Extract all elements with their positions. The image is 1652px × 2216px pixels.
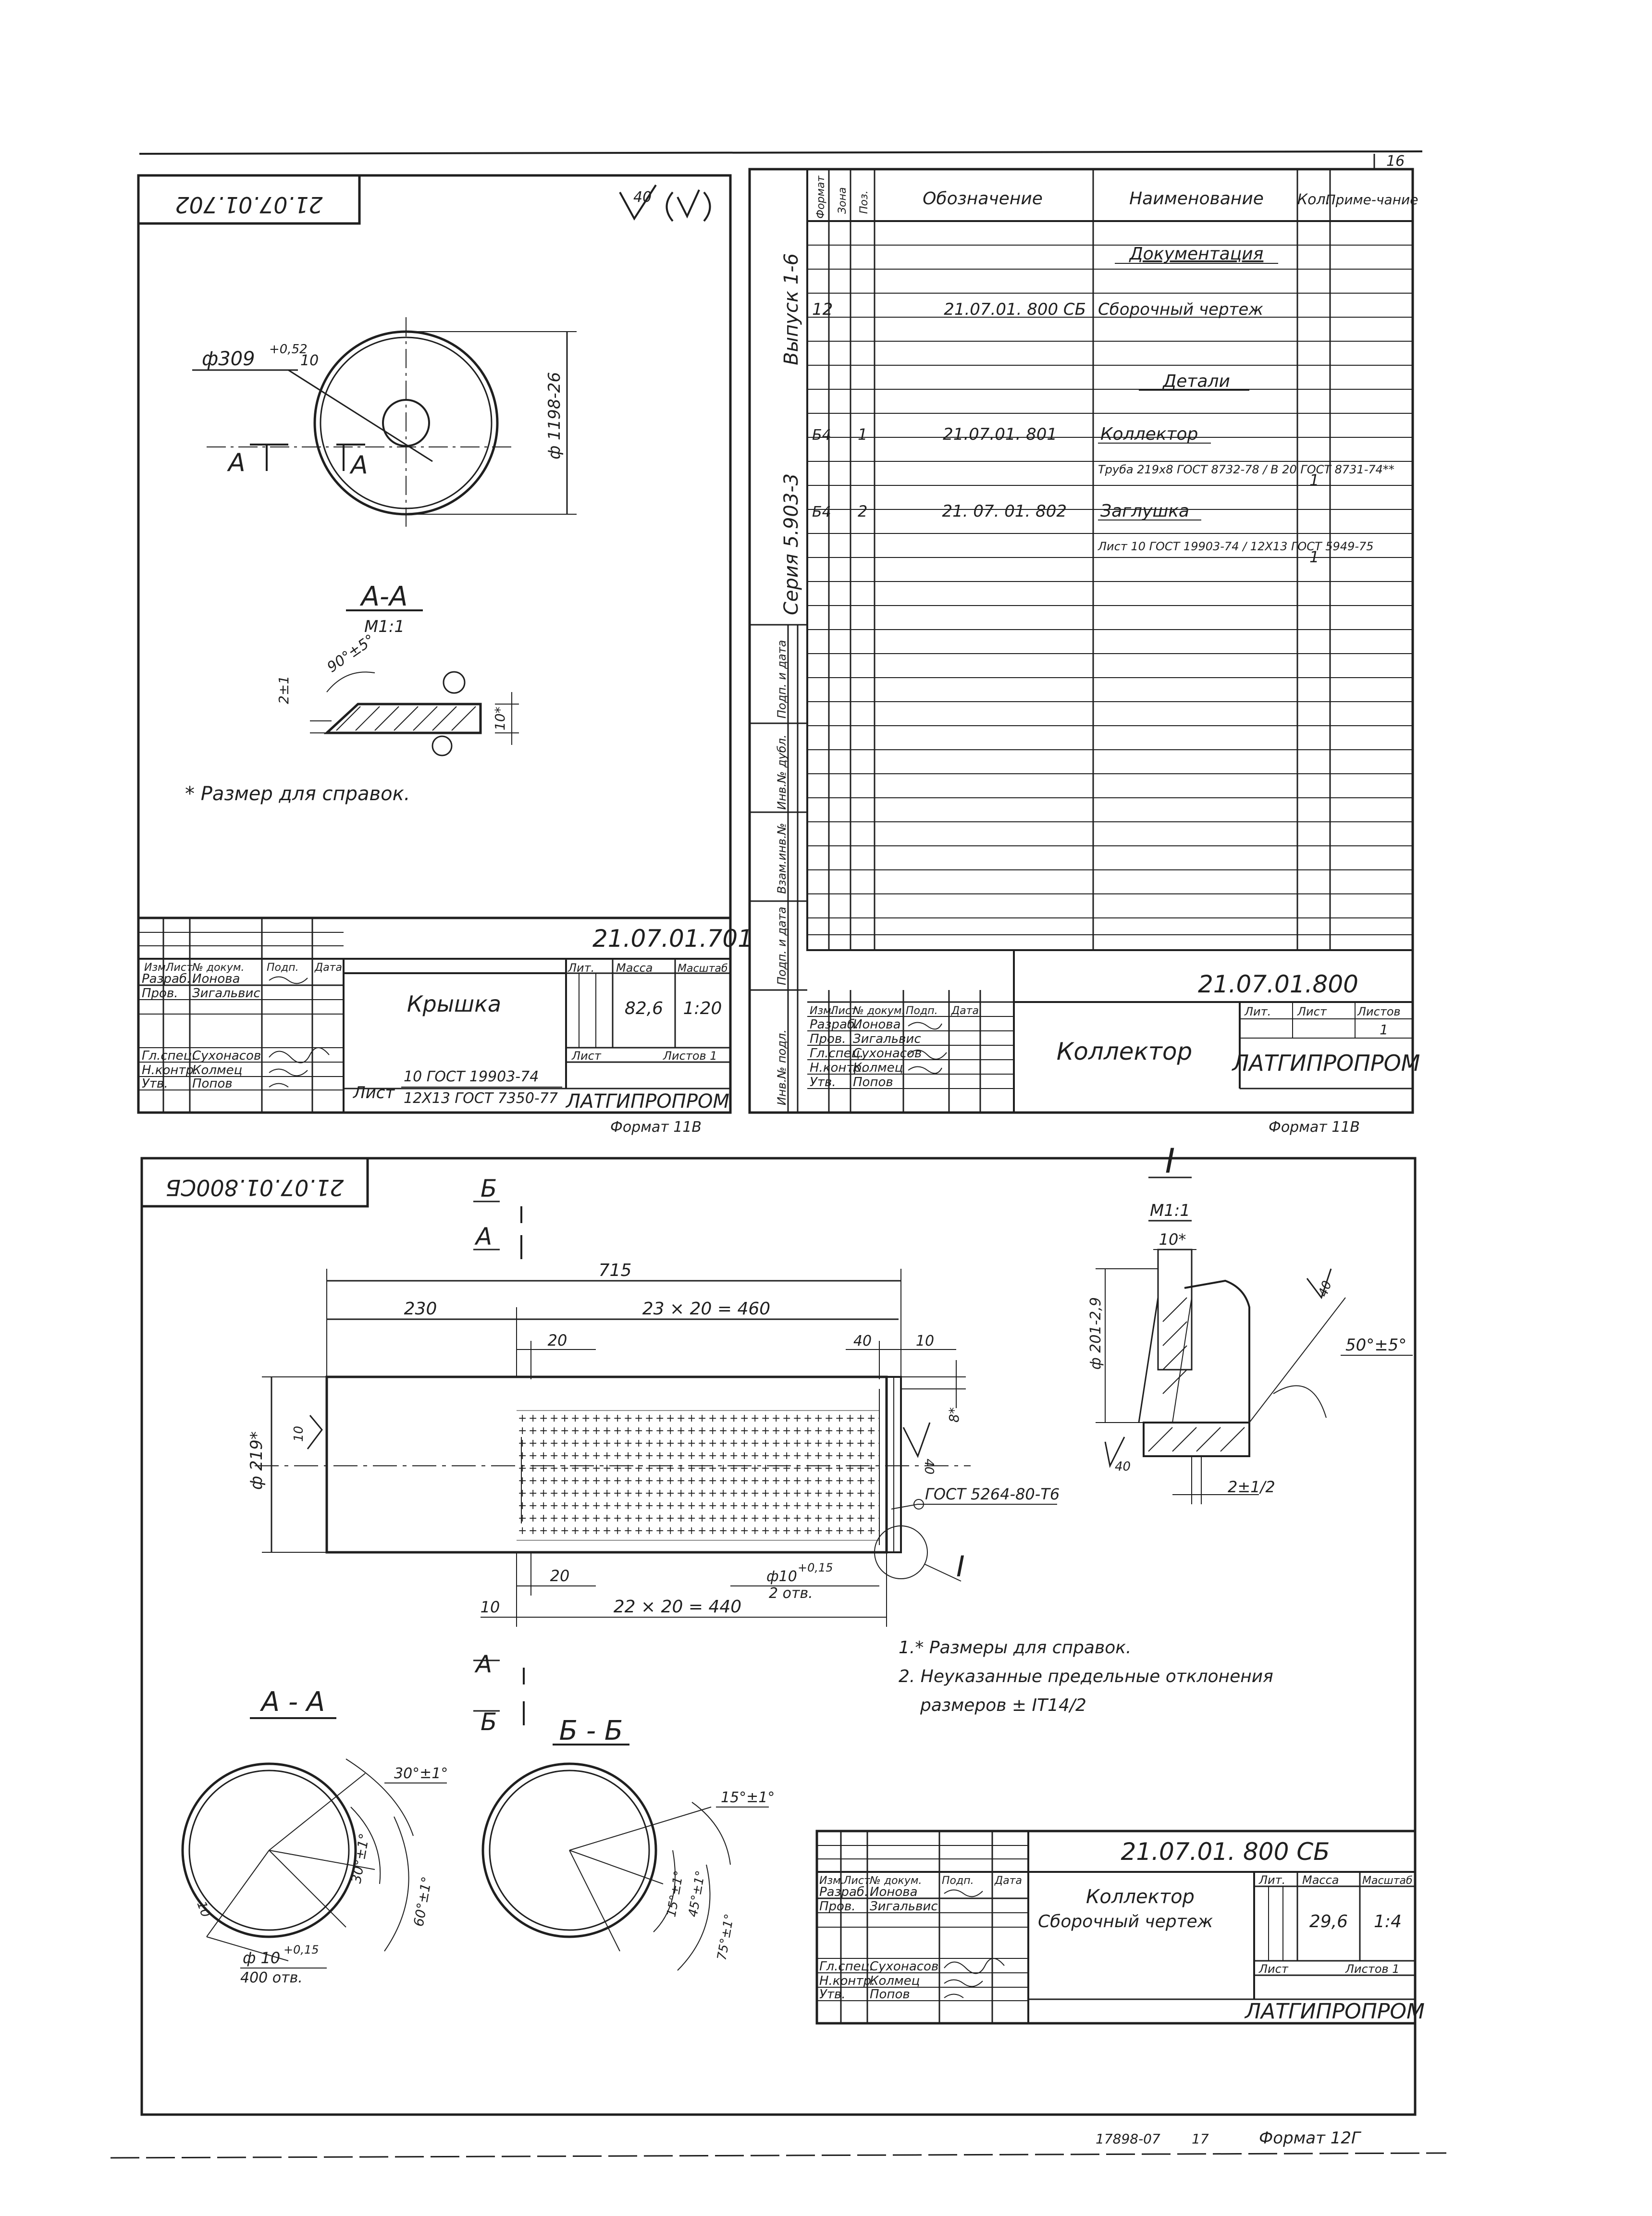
section-aa-scale: М1:1 [364, 617, 405, 636]
spec-row-1-name: Сборочный чертеж [1098, 300, 1263, 319]
cap-note: * Размер для справок. [185, 783, 410, 805]
spec-label-lit: Лит. [1245, 1005, 1271, 1018]
cap-roughness-small: 10 [300, 352, 319, 369]
hole-field[interactable] [517, 1411, 879, 1540]
section-aa-angle: 90°±5° [324, 631, 378, 676]
spec-header-note: Приме-чание [1325, 192, 1418, 208]
spec-row-6-name: Лист 10 ГОСТ 19903-74 / 12Х13 ГОСТ 5949-75 [1098, 540, 1374, 553]
asm-role-razrab: Разраб. [819, 1885, 869, 1899]
asm-label-sign: Подп. [942, 1875, 974, 1887]
side-inv-podl: Инв.№ подл. [775, 1029, 789, 1105]
asm-role-prov: Пров. [819, 1899, 856, 1914]
detail-angle: 50°±5° [1345, 1336, 1407, 1355]
spec-row-3-code: 21.07.01. 801 [943, 425, 1057, 444]
spec-header-qty: Кол. [1297, 191, 1331, 208]
spec-format: Формат 11В [1269, 1119, 1360, 1136]
side-podp-data: Подп. и дата [775, 906, 789, 985]
label-list: Лист [166, 962, 193, 974]
spec-label-sign: Подп. [906, 1005, 938, 1017]
spec-row-4-qty: 1 [1309, 471, 1319, 489]
sec-aa-angle-60: 60°±1° [410, 1875, 435, 1928]
label-masshtab: Масштаб [678, 963, 728, 975]
mark-a-bottom: А [476, 1650, 493, 1678]
cap-name: Крышка [407, 991, 502, 1017]
spec-header-code: Обозначение [923, 189, 1043, 209]
dim-40: 40 [853, 1333, 872, 1349]
asm-label-list: Лист [843, 1875, 870, 1887]
label-sign: Подп. [267, 962, 299, 974]
assembly-org: ЛАТГИПРОПРОМ [1245, 1999, 1425, 2024]
spec-sheet-count: 1 [1380, 1022, 1388, 1038]
section-aa-title: А-А [361, 581, 408, 612]
spec-name-popov: Попов [853, 1075, 893, 1089]
spec-role-nkontr: Н.контр. [810, 1061, 866, 1075]
sec-bb-title: Б - Б [559, 1715, 623, 1746]
cap-drawing [138, 175, 753, 1136]
name-ionova: Ионова [192, 972, 240, 986]
issue-label: Выпуск 1-6 [780, 253, 802, 365]
roughness-40: 40 [922, 1459, 936, 1475]
roughness-10: 10 [292, 1425, 306, 1442]
section-marker-left: А [228, 448, 246, 477]
dim-8: 8* [946, 1407, 962, 1423]
asm-label-izm: Изм. [819, 1875, 844, 1887]
cap-org: ЛАТГИПРОПРОМ [566, 1090, 729, 1113]
spec-row-5-format: Б4 [812, 504, 831, 520]
assembly-name-1: Коллектор [1086, 1886, 1195, 1908]
sec-aa-angle-30: 30°±1° [394, 1765, 448, 1782]
sec-aa-angle-30b: 30°±1° [348, 1832, 373, 1885]
cap-dia-outer: ф 1198-26 [545, 372, 564, 459]
cap-material-prefix: Лист [353, 1083, 395, 1102]
sec-bb-angle-15b: 15°±1° [664, 1869, 687, 1919]
cap-dia-tol: +0,52 [269, 342, 308, 357]
sec-bb-angle-75: 75°±1° [715, 1913, 737, 1962]
assembly-format: Формат 12Г [1259, 2129, 1360, 2148]
assembly-title-code: 21.07.01. 800 СБ [1121, 1838, 1330, 1866]
spec-role-utv: Утв. [810, 1075, 836, 1089]
label-doc: № докум. [192, 962, 245, 974]
asm-label-list2: Лист [1259, 1962, 1288, 1976]
spec-label-listov: Листов [1357, 1005, 1401, 1018]
role-glspec: Гл.спец. [142, 1049, 196, 1063]
sec-bb-angle-45: 45°±1° [686, 1869, 708, 1919]
dim-20-top: 20 [547, 1331, 567, 1349]
dim-440: 22 × 20 = 440 [613, 1597, 742, 1617]
label-date: Дата [315, 962, 342, 974]
roughness-mark [620, 185, 710, 221]
sec-aa-hole-tol: +0,15 [284, 1943, 319, 1956]
sec-aa-hole-count: 400 отв. [240, 1969, 303, 1986]
section-marker-right: А [351, 451, 368, 480]
assembly-drawing [142, 1141, 1425, 2148]
asm-name-zigalvis: Зигальвис [870, 1899, 938, 1914]
spec-label-list: Лист [1297, 1005, 1327, 1018]
spec-row-details: Детали [1163, 371, 1230, 391]
dim-460: 23 × 20 = 460 [642, 1299, 771, 1319]
mark-b-bottom: Б [481, 1708, 497, 1736]
spec-label-izm: Изм. [810, 1005, 835, 1017]
roughness-value: 40 [633, 189, 652, 206]
spec-row-documentation: Документация [1129, 244, 1264, 264]
spec-row-1-format: 12 [812, 300, 833, 319]
dim-hole-count: 2 отв. [769, 1585, 813, 1602]
detail-scale: М1:1 [1149, 1201, 1191, 1220]
dim-10-top: 10 [915, 1333, 935, 1349]
detail-mark: I [956, 1550, 965, 1584]
asm-label-masshtab: Масштаб [1362, 1875, 1413, 1887]
detail-dim-2: 2±1/2 [1228, 1478, 1275, 1496]
mark-a-top: А [476, 1223, 493, 1250]
assembly-scale: 1:4 [1374, 1912, 1402, 1931]
section-aa-thickness: 10* [492, 706, 508, 730]
assembly-title-block [817, 1831, 1425, 2024]
asm-role-nkontr: Н.контр. [819, 1974, 875, 1988]
cap-material-2: 12Х13 ГОСТ 7350-77 [404, 1090, 558, 1107]
spec-role-glspec: Гл.спец. [810, 1046, 864, 1061]
asm-name-popov: Попов [870, 1987, 910, 2002]
side-podp-data-2: Подп. и дата [775, 640, 789, 718]
asm-label-doc: № докум. [870, 1875, 922, 1887]
side-vzam-inv: Взам.инв.№ [775, 823, 789, 894]
spec-name-ionova: Ионова [853, 1017, 901, 1032]
asm-label-massa: Масса [1302, 1873, 1339, 1887]
spec-name-sukhonasov: Сухонасов [853, 1046, 922, 1061]
spec-header-format: Формат [815, 175, 827, 219]
name-sukhonasov: Сухонасов [192, 1049, 261, 1063]
note-1: 1.* Размеры для справок. [899, 1638, 1132, 1658]
spec-header-name: Наименование [1129, 189, 1264, 209]
spec-name-kolmets: Колмец [853, 1061, 903, 1075]
spec-label-doc: № докум. [853, 1005, 905, 1017]
asm-label-lit: Лит. [1259, 1873, 1286, 1887]
role-razrab: Разраб. [142, 972, 191, 986]
cap-material-1: 10 ГОСТ 19903-74 [404, 1068, 539, 1085]
spec-drawing [750, 169, 1420, 1136]
dim-715: 715 [598, 1261, 632, 1280]
side-inv-dubl: Инв.№ дубл. [775, 734, 789, 810]
asm-name-kolmets: Колмец [870, 1974, 920, 1988]
note-2: 2. Неуказанные предельные отклонения [899, 1667, 1273, 1686]
label-lit: Лит. [568, 961, 595, 975]
spec-name-zigalvis: Зигальвис [853, 1032, 921, 1046]
role-utv: Утв. [142, 1077, 168, 1091]
sec-aa-hole: ф 10 [243, 1949, 281, 1967]
spec-row-3-name: Коллектор [1100, 424, 1198, 444]
section-aa-profile [310, 672, 519, 755]
cap-dia-label: ф309 [202, 348, 255, 370]
spec-row-3-pos: 1 [858, 425, 868, 444]
name-kolmets: Колмец [192, 1063, 243, 1077]
cap-mirrored-code: 21.07.01.702 [175, 192, 323, 218]
role-nkontr: Н.контр. [142, 1063, 198, 1077]
label-list2: Лист [572, 1049, 601, 1063]
section-aa-weld: 2±1 [276, 675, 292, 704]
spec-role-razrab: Разраб. [810, 1017, 859, 1032]
spec-label-list: Лист [830, 1005, 857, 1017]
spec-name: Коллектор [1056, 1038, 1193, 1065]
spec-row-5-code: 21. 07. 01. 802 [942, 502, 1067, 521]
bottom-border [111, 2153, 1446, 2158]
dim-10-bottom: 10 [480, 1598, 500, 1616]
sec-aa-dim-10: 10 [194, 1899, 213, 1919]
label-massa: Масса [616, 961, 653, 975]
name-popov: Попов [192, 1077, 233, 1091]
spec-header-zone: Зона [837, 187, 849, 214]
spec-org: ЛАТГИПРОПРОМ [1232, 1050, 1420, 1076]
cap-format: Формат 11В [610, 1119, 702, 1136]
assembly-frame [142, 1158, 1415, 2115]
dim-230: 230 [404, 1299, 437, 1319]
asm-name-sukhonasov: Сухонасов [870, 1959, 939, 1974]
spec-row-1-code: 21.07.01. 800 СБ [944, 300, 1086, 319]
weld-callout: ГОСТ 5264-80-Т6 [925, 1485, 1060, 1503]
detail-roughness-40b: 40 [1115, 1460, 1131, 1474]
asm-name-ionova: Ионова [870, 1885, 918, 1899]
cap-title-code: 21.07.01.701 [592, 925, 753, 953]
role-prov: Пров. [142, 986, 178, 1001]
cap-scale: 1:20 [683, 999, 722, 1018]
assembly-name-2: Сборочный чертеж [1038, 1912, 1213, 1931]
detail-dim-10: 10* [1159, 1230, 1186, 1249]
series-label: Серия 5.903-3 [780, 473, 802, 615]
asm-role-utv: Утв. [819, 1987, 846, 2002]
assembly-mass: 29,6 [1309, 1912, 1348, 1931]
page-number: 16 [1386, 153, 1405, 170]
cap-mass: 82,6 [624, 999, 664, 1018]
label-listov: Листов 1 [663, 1049, 717, 1063]
spec-row-4-name: Труба 219х8 ГОСТ 8732-78 / В 20 ГОСТ 8731-74** [1098, 463, 1394, 476]
dim-dia-219: ф 219* [247, 1431, 266, 1490]
spec-label-date: Дата [951, 1005, 979, 1017]
cap-title-block [138, 918, 753, 1136]
sec-aa-title: А - А [261, 1686, 325, 1718]
detail-title: I [1165, 1141, 1175, 1181]
detail-roughness-40: 40 [1316, 1279, 1335, 1299]
note-3: размеров ± IT14/2 [920, 1696, 1086, 1715]
asm-role-glspec: Гл.спец. [819, 1959, 874, 1974]
sec-bb-angle-15: 15°±1° [721, 1789, 775, 1806]
detail-dia-201: ф 201-2,9 [1087, 1297, 1104, 1370]
spec-row-5-name: Заглушка [1100, 501, 1190, 521]
spec-row-5-pos: 2 [858, 502, 868, 520]
dim-hole: ф10 [766, 1568, 797, 1585]
spec-header-pos: Поз. [858, 190, 870, 214]
spec-title-code: 21.07.01.800 [1198, 970, 1358, 998]
detail-profile [1096, 1250, 1345, 1504]
spec-row-6-qty: 1 [1309, 548, 1319, 566]
dim-hole-tol: +0,15 [798, 1561, 833, 1574]
spec-role-prov: Пров. [810, 1032, 846, 1046]
asm-label-listov: Листов 1 [1345, 1962, 1400, 1976]
sheet-number: 17 [1192, 2131, 1209, 2147]
name-zigalvis: Зигальвис [192, 986, 260, 1001]
label-izm: Изм. [144, 962, 169, 974]
sheet-info: 17898-07 [1096, 2131, 1160, 2147]
spec-row-3-format: Б4 [812, 427, 831, 444]
asm-label-date: Дата [995, 1875, 1022, 1887]
top-border [139, 151, 1422, 154]
dim-20-bottom: 20 [550, 1567, 570, 1585]
mark-b-top: Б [481, 1175, 497, 1202]
assembly-mirrored-code: 21.07.01.800СБ [165, 1175, 344, 1201]
